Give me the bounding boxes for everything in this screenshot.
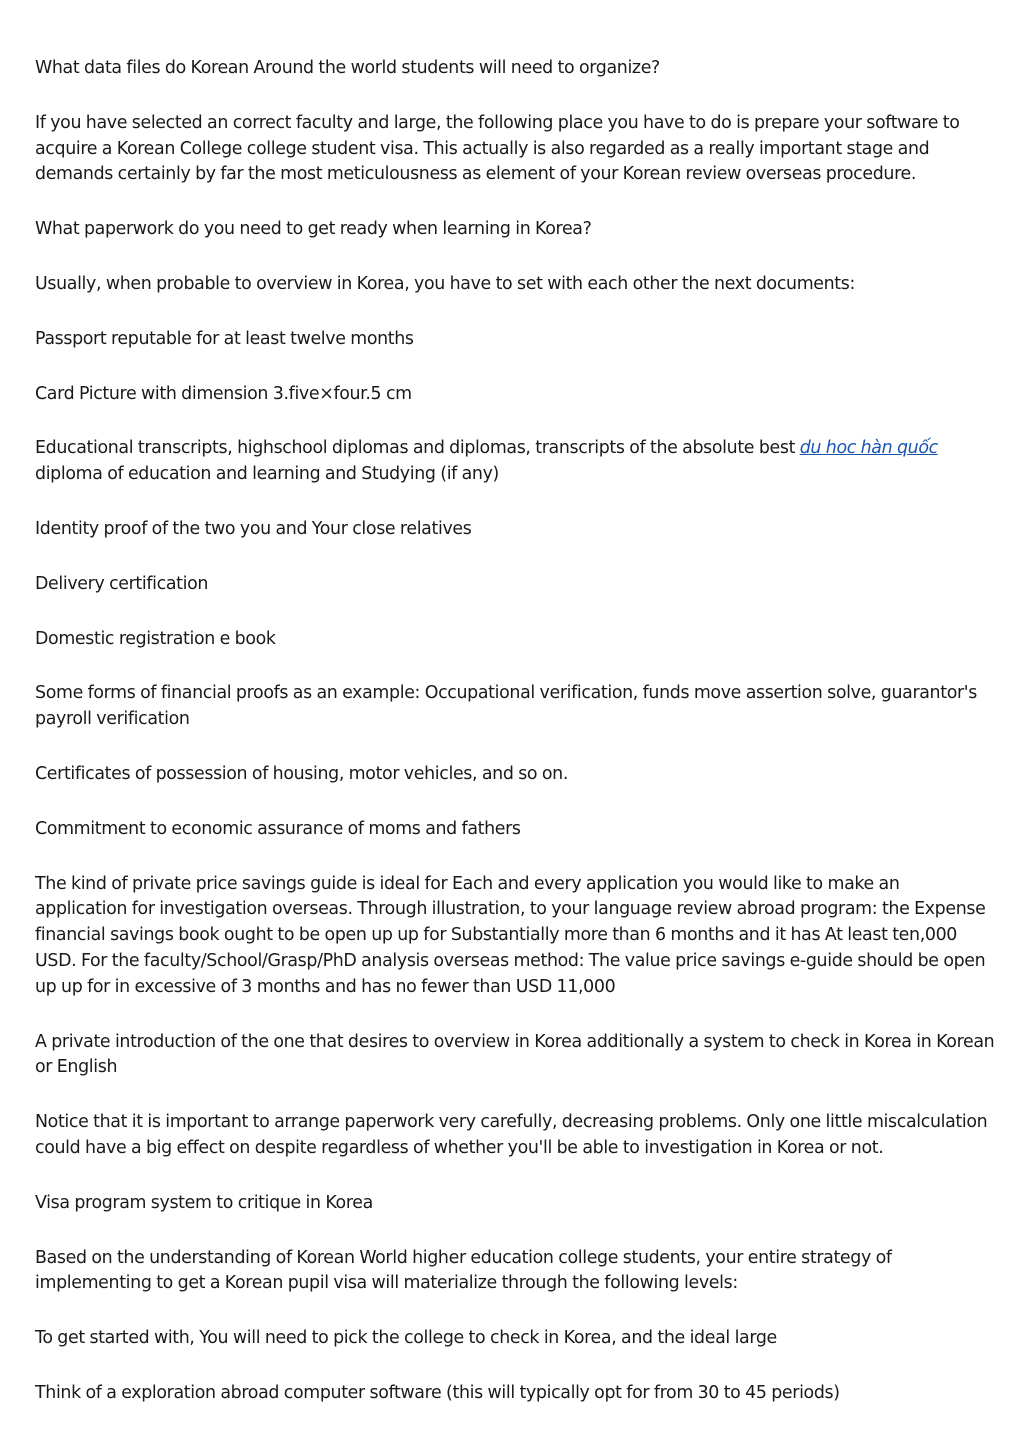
list-item-certificates: Certificates of possession of housing, motor vehicles, and so on. bbox=[35, 763, 569, 784]
list-item-identity: Identity proof of the two you and Your close relatives bbox=[35, 518, 472, 539]
paragraph-question-paperwork: What paperwork do you need to get ready when learning in Korea? bbox=[35, 219, 592, 240]
list-item-commitment: Commitment to economic assurance of moms and fathers bbox=[35, 818, 521, 839]
list-item-photo: Card Picture with dimension 3.five×four.5 cm bbox=[35, 383, 412, 404]
paragraph-savings-guide: The kind of private price savings guide is ideal for Each and every application you would like to make an application for investigation overseas. Through illustration, to your language review abroad program: the Expense financial savings book ought to be open up up for Substantially more than 6 months and it has At least ten,000 USD. For the faculty/School/Grasp/PhD analysis overseas method: The value price savings e-guide should be open up up for in excessive of 3 months and has no fewer than USD 11,000 bbox=[35, 873, 986, 997]
paragraph-documents-intro: Usually, when probable to overview in Korea, you have to set with each other the next documents: bbox=[35, 273, 856, 294]
paragraph-visa-preparation: If you have selected an correct faculty and large, the following place you have to do is prepare your software to acquire a Korean College college student visa. This actually is also regarded as a really important stage and demands certainly by far the most meticulousness as element of your Korean review overseas procedure. bbox=[35, 112, 960, 185]
list-item-introduction: A private introduction of the one that desires to overview in Korea additionally a system to check in Korea in Korean or English bbox=[35, 1031, 995, 1078]
transcripts-text-before: Educational transcripts, highschool diplomas and diplomas, transcripts of the absolute best bbox=[35, 438, 800, 459]
paragraph-step-choose-college: To get started with, You will need to pick the college to check in Korea, and the ideal large bbox=[35, 1328, 777, 1349]
list-item-financial-proofs: Some forms of financial proofs as an example: Occupational verification, funds move assertion solve, guarantor's payroll verification bbox=[35, 683, 977, 730]
du-hoc-han-quoc-link[interactable]: du hoc hàn quốc bbox=[799, 438, 938, 459]
list-item-transcripts bbox=[35, 436, 995, 488]
paragraph-question-documents: What data files do Korean Around the world students will need to organize? bbox=[35, 58, 660, 78]
list-item-registration: Domestic registration e book bbox=[35, 628, 276, 649]
paragraph-notice: Notice that it is important to arrange paperwork very carefully, decreasing problems. Only one little miscalculation could have a big effect on despite regardless of whether you'll be able to investigation in Korea or not. bbox=[35, 1112, 988, 1158]
paragraph-visa-levels: Based on the understanding of Korean World higher education college students, your entire strategy of implementing to get a Korean pupil visa will materialize through the following levels: bbox=[35, 1247, 892, 1294]
transcripts-text-after: diploma of education and learning and Studying (if any) bbox=[35, 464, 499, 485]
document-body bbox=[35, 56, 995, 1436]
section-heading-visa-program: Visa program system to critique in Korea bbox=[35, 1192, 373, 1213]
list-item-birth-certificate: Delivery certification bbox=[35, 573, 209, 594]
paragraph-step-software: Think of a exploration abroad computer software (this will typically opt for from 30 to 45 periods) bbox=[35, 1382, 840, 1403]
list-item-passport: Passport reputable for at least twelve months bbox=[35, 328, 414, 349]
